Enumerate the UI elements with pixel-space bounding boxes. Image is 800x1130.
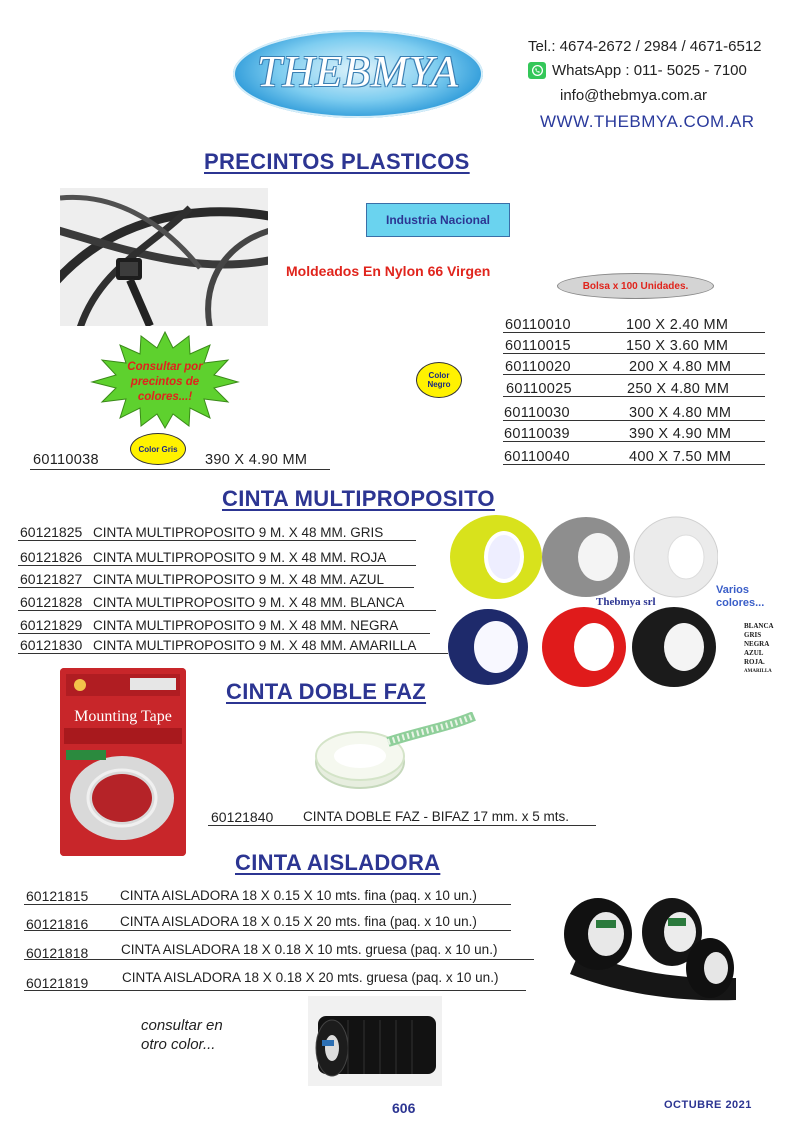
item-code: 60121816: [26, 916, 89, 932]
item-code: 60121825: [20, 524, 83, 540]
item-code: 60110040: [504, 449, 570, 465]
item-code: 60121818: [26, 945, 89, 961]
page-number: 606: [392, 1100, 416, 1116]
item-desc: CINTA MULTIPROPOSITO 9 M. X 48 MM. NEGRA: [93, 618, 399, 633]
varios-colores-note: Varios colores...: [716, 584, 765, 609]
list-item: [18, 572, 414, 588]
item-desc: CINTA MULTIPROPOSITO 9 M. X 48 MM. AZUL: [93, 572, 385, 587]
color-name: BLANCA: [744, 622, 774, 630]
industria-nacional-badge: [366, 203, 510, 237]
multiproposito-tapes-photo: [448, 512, 718, 690]
list-item: [18, 550, 416, 566]
list-item: [503, 426, 765, 442]
item-code: 60121840: [211, 809, 274, 825]
item-code: 60121830: [20, 637, 83, 653]
aisladora-rolls-photo: [560, 890, 736, 1016]
color-negro-badge: Color Negro: [416, 362, 462, 398]
bag-quantity-label: Bolsa x 100 Unidades.: [582, 280, 689, 292]
doble-faz-tape-photo: [308, 712, 478, 792]
item-code: 60110015: [505, 338, 571, 354]
item-desc: CINTA MULTIPROPOSITO 9 M. X 48 MM. BLANCA: [93, 595, 405, 610]
brand-logo-text: THEBMYA: [257, 47, 459, 96]
item-code: 60110038: [33, 452, 99, 468]
color-gris-badge: Color Gris: [130, 433, 186, 465]
item-code: 60110030: [504, 405, 570, 421]
website-link[interactable]: WWW.THEBMYA.COM.AR: [540, 112, 755, 131]
doble-faz-title: CINTA DOBLE FAZ: [226, 679, 427, 704]
item-desc: CINTA MULTIPROPOSITO 9 M. X 48 MM. GRIS: [93, 525, 384, 540]
whatsapp-number: WhatsApp : 011- 5025 - 7100: [552, 62, 747, 79]
item-code: 60121827: [20, 571, 83, 587]
item-code: 60110025: [506, 381, 572, 397]
list-item: [503, 449, 765, 465]
item-desc: CINTA DOBLE FAZ - BIFAZ 17 mm. x 5 mts.: [303, 809, 570, 824]
badge-label: Industria Nacional: [385, 213, 491, 227]
doble-faz-row: [208, 809, 596, 826]
list-item: [18, 525, 416, 541]
mounting-tape-package: [60, 668, 186, 856]
item-code: 60121829: [20, 617, 83, 633]
item-size: 150 X 3.60 MM: [626, 338, 729, 354]
catalog-date: OCTUBRE 2021: [664, 1099, 752, 1111]
list-item: [503, 338, 765, 354]
color-name: ROJA.: [744, 658, 765, 666]
starburst-text: Consultar por precintos de colores...!: [127, 361, 203, 403]
list-item: [24, 888, 511, 905]
item-code: 60110010: [505, 317, 571, 333]
aisladora-pack-photo: [308, 996, 442, 1086]
item-code: 60110039: [504, 426, 570, 442]
phone-numbers: Tel.: 4674-2672 / 2984 / 4671-6512: [528, 38, 762, 55]
list-item: [18, 638, 448, 654]
item-desc: CINTA AISLADORA 18 X 0.15 X 10 mts. fina (paq. x 10 un.): [120, 888, 477, 903]
package-label: Mounting Tape: [74, 708, 172, 725]
whatsapp-icon: [528, 62, 546, 79]
precinto-gris-row: [30, 452, 330, 470]
whatsapp-line: [528, 62, 747, 79]
list-item: [503, 405, 765, 421]
item-code: 60121815: [26, 888, 89, 904]
list-item: [503, 359, 765, 375]
multiproposito-title: CINTA MULTIPROPOSITO: [222, 486, 495, 511]
list-item: [24, 942, 534, 960]
material-note: Moldeados En Nylon 66 Virgen: [286, 263, 491, 279]
list-item: [18, 595, 436, 611]
item-desc: CINTA MULTIPROPOSITO 9 M. X 48 MM. AMARILLA: [93, 638, 417, 653]
item-desc: CINTA AISLADORA 18 X 0.15 X 20 mts. fina (paq. x 10 un.): [120, 914, 477, 929]
colors-list: [744, 622, 794, 676]
consultar-color-note: consultar en otro color...: [141, 1017, 223, 1053]
list-item: [24, 914, 511, 931]
item-size: 250 X 4.80 MM: [627, 381, 730, 397]
color-name: NEGRA: [744, 640, 770, 648]
item-size: 390 X 4.90 MM: [629, 426, 732, 442]
list-item: [24, 970, 526, 991]
cable-ties-photo: [60, 188, 268, 326]
item-size: 300 X 4.80 MM: [629, 405, 732, 421]
item-code: 60110020: [505, 359, 571, 375]
precintos-title: PRECINTOS PLASTICOS: [204, 149, 470, 174]
bag-quantity-badge: [557, 273, 714, 299]
item-code: 60121828: [20, 594, 83, 610]
list-item: [503, 381, 765, 397]
aisladora-title: CINTA AISLADORA: [235, 850, 441, 875]
item-size: 400 X 7.50 MM: [629, 449, 732, 465]
photo-brand-label: Thebmya srl: [596, 596, 656, 608]
item-desc: CINTA AISLADORA 18 X 0.18 X 20 mts. gruesa (paq. x 10 un.): [122, 970, 499, 985]
item-size: 200 X 4.80 MM: [629, 359, 732, 375]
color-name: AMARILLA: [744, 669, 772, 674]
item-size: 100 X 2.40 MM: [626, 317, 729, 333]
item-code: 60121826: [20, 549, 83, 565]
list-item: [503, 317, 765, 333]
item-code: 60121819: [26, 975, 89, 991]
item-desc: CINTA AISLADORA 18 X 0.18 X 10 mts. gruesa (paq. x 10 un.): [121, 942, 498, 957]
list-item: [18, 618, 430, 634]
item-desc: CINTA MULTIPROPOSITO 9 M. X 48 MM. ROJA: [93, 550, 387, 565]
colors-starburst: [90, 330, 240, 430]
item-size: 390 X 4.90 MM: [205, 452, 308, 468]
email-address[interactable]: info@thebmya.com.ar: [560, 87, 707, 104]
color-name: GRIS: [744, 631, 762, 639]
color-name: AZUL: [744, 649, 764, 657]
